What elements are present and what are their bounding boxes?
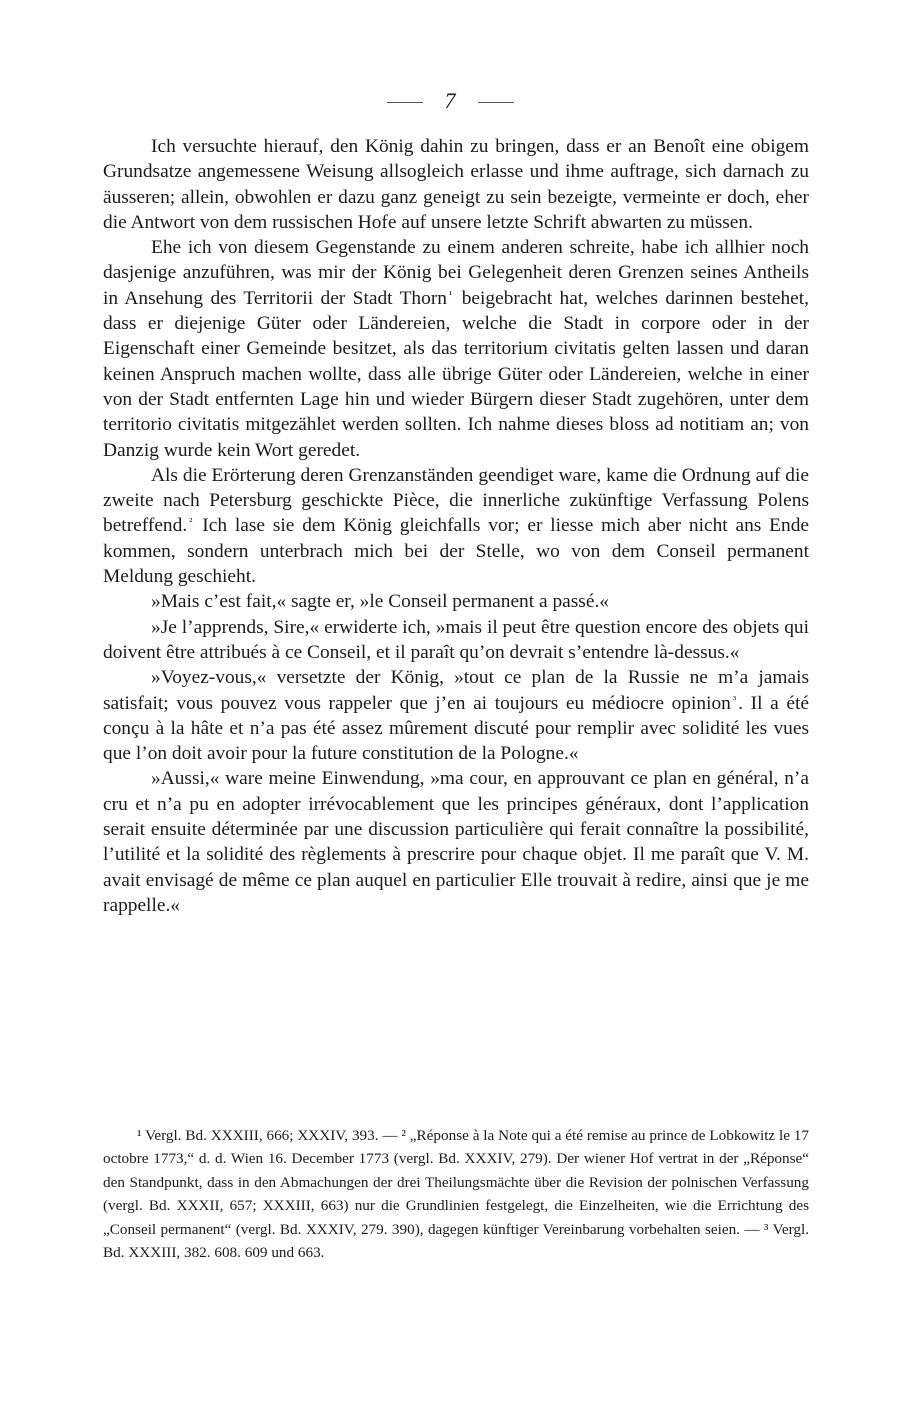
paragraph-6 xyxy=(103,665,809,766)
page-number: 7 xyxy=(444,88,456,113)
header-dash-left xyxy=(387,102,423,103)
footnote-ref-2: ² xyxy=(189,516,193,529)
paragraph-2-text-b: beigebracht hat, welches darinnen bestehet, dass er diejenige Güter oder Ländereien, welche die Stadt in corpore oder in der Eigenschaft einer Gemeinde besitzet, als das territorium civitatis gelten lassen und daran keinen Anspruch machen wollte, dass alle übrige Güter oder Ländereien, welche in einer von der Stadt entfernten Lage hin und wieder Bürgern dieser Stadt zugehören, unter dem territorio civitatis mitgezählet werden sollten. Ich nahme dieses bloss ad notitiam an; von Danzig wurde kein Wort geredet. xyxy=(103,287,809,461)
paragraph-5: »Je l’apprends, Sire,« erwiderte ich, »mais il peut être question encore des objets qui doivent être attribués à ce Conseil, et il paraît qu’on devrait s’entendre là-dessus.« xyxy=(103,616,809,663)
paragraph-6-text-b: . Il a été conçu à la hâte et n’a pas été assez mûrement discuté pour remplir avec solidité les vues que l’on doit avoir pour la future constitution de la Pologne.« xyxy=(103,692,809,765)
paragraph-2-text-a: Ehe ich von diesem Gegenstande zu einem anderen schreite, habe ich allhier noch dasjenige anzuführen, was mir der König bei Gelegenheit deren Grenzen seines Antheils in Ansehung des Territorii der Stadt Thorn xyxy=(103,237,809,309)
paragraph-7: »Aussi,« ware meine Einwendung, »ma cour, en approuvant ce plan en général, n’a cru et n’a pu en adopter irrévocablement que les principes généraux, dont l’application serait ensuite déterminée par une discussion particulière qui ferait connaître la possibilité, l’utilité et la solidité des règlements à prescrire pour chaque objet. Il me paraît que V. M. avait envisagé de même ce plan auquel en particulier Elle trouvait à redire, ainsi que je me rappelle.« xyxy=(103,768,809,916)
body-text xyxy=(103,134,809,918)
paragraph-3-text-a: Als die Erörterung deren Grenzanständen geendiget ware, kame die Ordnung auf die zweite nach Petersburg geschickte Pièce, die innerliche zukünftige Verfassung Polens betreffend. xyxy=(103,464,809,537)
paragraph-6-text-a: »Voyez-vous,« versetzte der König, »tout ce plan de la Russie ne m’a jamais satisfait; vous pouvez vous rappeler que j’en ai toujours eu médiocre opinion xyxy=(103,667,809,714)
paragraph-3-text-b: Ich lase sie dem König gleichfalls vor; er liesse mich aber nicht ans Ende kommen, sondern unterbrach mich bei der Stelle, wo von dem Conseil permanent Meldung geschieht. xyxy=(103,515,809,588)
paragraph-2 xyxy=(103,235,809,463)
footnotes xyxy=(103,1124,809,1264)
paragraph-1: Ich versuchte hierauf, den König dahin zu bringen, dass er an Benoît eine obigem Grundsatze angemessene Weisung allsogleich erlasse und ihme auftrage, sich darnach zu äusseren; allein, obwohlen er dazu ganz geneigt zu sein bezeigte, vermeinte er doch, eher die Antwort von dem russischen Hofe auf unsere letzte Schrift abwarten zu müssen. xyxy=(103,136,809,233)
header-dash-right xyxy=(478,102,514,103)
footnote-ref-3: ³ xyxy=(732,693,737,706)
paragraph-3 xyxy=(103,463,809,589)
footnote-ref-1: ¹ xyxy=(448,288,453,301)
paragraph-4: »Mais c’est fait,« sagte er, »le Conseil permanent a passé.« xyxy=(151,591,609,613)
page-header xyxy=(0,88,900,114)
footnote-text: ¹ Vergl. Bd. XXXIII, 666; XXXIV, 393. — ² „Réponse à la Note qui a été remise au prince de Lobkowitz le 17 octobre 1773,“ d. d. Wien 16. December 1773 (vergl. Bd. XXXIV, 279). Der wiener Hof vertrat in der „Réponse“ den Standpunkt, dass in den Abmachungen der drei Theilungsmächte über die Revision der polnischen Verfassung (vergl. Bd. XXXII, 657; XXXIII, 663) nur die Grundlinien festgelegt, die Einzelheiten, wie die Errichtung des „Conseil permanent“ (vergl. Bd. XXXIV, 279. 390), dagegen künftiger Vereinbarung vorbehalten seien. — ³ Vergl. Bd. XXXIII, 382. 608. 609 und 663. xyxy=(103,1127,809,1262)
